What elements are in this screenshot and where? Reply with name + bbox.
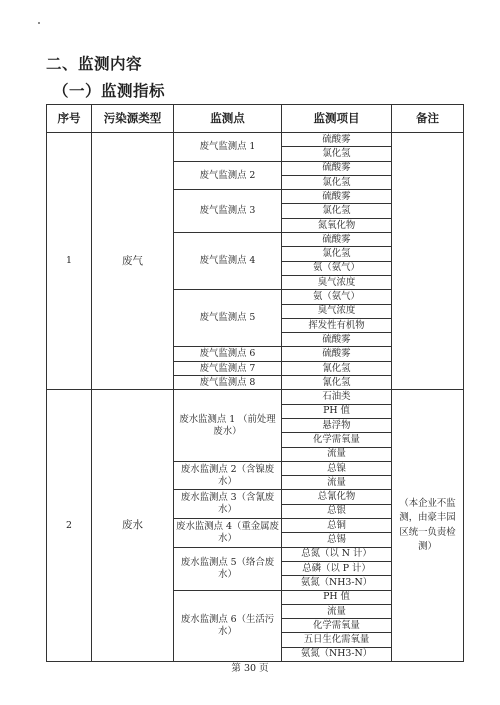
subsection-title: （一）监测指标 [53,82,166,100]
monitoring-point-cell: 废气监测点 7 [174,361,282,375]
monitoring-item-cell: 硫酸雾 [282,347,392,361]
row-number: 2 [47,390,92,662]
row-number: 1 [47,133,92,390]
monitoring-point-cell: 废气监测点 1 [174,133,282,162]
section-title: 二、监测内容 [46,55,143,73]
monitoring-item-cell: 氯化氢 [282,147,392,161]
monitoring-point-cell: 废气监测点 4 [174,233,282,290]
header-remark: 备注 [392,105,464,133]
monitoring-item-cell: 石油类 [282,390,392,404]
monitoring-item-cell: 总锡 [282,533,392,547]
monitoring-item-cell: 流量 [282,447,392,461]
source-type-cell: 废气 [92,133,174,390]
monitoring-item-cell: 五日生化需氧量 [282,633,392,647]
monitoring-item-cell: PH 值 [282,590,392,604]
monitoring-item-cell: 氯化氢 [282,204,392,218]
monitoring-item-cell: 硫酸雾 [282,233,392,247]
monitoring-item-cell: 硫酸雾 [282,190,392,204]
monitoring-item-cell: 氨氮（NH3-N） [282,576,392,590]
monitoring-point-cell: 废气监测点 5 [174,290,282,347]
monitoring-item-cell: 氯化氢 [282,247,392,261]
table-body [47,133,464,662]
monitoring-item-cell: 挥发性有机物 [282,318,392,332]
monitoring-item-cell: 总镍 [282,461,392,475]
monitoring-point-cell: 废水监测点 6（生活污水） [174,590,282,661]
monitoring-item-cell: 总磷（以 P 计） [282,561,392,575]
remark-cell [392,133,464,390]
source-type-cell: 废水 [92,390,174,662]
monitoring-item-cell: 总银 [282,504,392,518]
table-header-row [47,105,464,133]
monitoring-point-cell: 废气监测点 2 [174,161,282,190]
monitoring-point-cell: 废水监测点 1 （前处理废水） [174,390,282,461]
header-monitoring-item: 监测项目 [282,105,392,133]
monitoring-item-cell: 硫酸雾 [282,333,392,347]
monitoring-point-cell: 废水监测点 5（络合废水） [174,547,282,590]
monitoring-item-cell: 流量 [282,476,392,490]
monitoring-item-cell: 化学需氧量 [282,619,392,633]
monitoring-item-cell: 臭气浓度 [282,304,392,318]
monitoring-item-cell: 硫酸雾 [282,133,392,147]
scan-speck [38,22,40,24]
monitoring-item-cell: 氯化氢 [282,175,392,189]
table-row [47,390,464,404]
monitoring-item-cell: 硫酸雾 [282,161,392,175]
header-monitoring-point: 监测点 [174,105,282,133]
monitoring-item-cell: 化学需氧量 [282,433,392,447]
monitoring-point-cell: 废水监测点 2（含镍废水） [174,461,282,490]
monitoring-point-cell: 废水监测点 4（重金属废水） [174,519,282,548]
monitoring-table [46,104,464,662]
monitoring-point-cell: 废气监测点 3 [174,190,282,233]
monitoring-item-cell: 臭气浓度 [282,275,392,289]
monitoring-item-cell: 悬浮物 [282,418,392,432]
remark-cell: （本企业不监测，由豪丰园区统一负责检测） [392,390,464,662]
monitoring-item-cell: 总铜 [282,519,392,533]
monitoring-point-cell: 废气监测点 8 [174,376,282,390]
monitoring-item-cell: 氨（氨气） [282,261,392,275]
monitoring-item-cell: 总氮（以 N 计） [282,547,392,561]
monitoring-item-cell: 氨（氨气） [282,290,392,304]
monitoring-item-cell: 总氰化物 [282,490,392,504]
monitoring-item-cell: PH 值 [282,404,392,418]
monitoring-item-cell: 氰化氢 [282,361,392,375]
monitoring-item-cell: 氮氧化物 [282,218,392,232]
monitoring-point-cell: 废水监测点 3（含氰废水） [174,490,282,519]
monitoring-item-cell: 氰化氢 [282,376,392,390]
monitoring-item-cell: 氨氮（NH3-N） [282,647,392,661]
monitoring-item-cell: 流量 [282,604,392,618]
page-number: 第 30 页 [231,663,269,674]
header-source-type: 污染源类型 [92,105,174,133]
monitoring-point-cell: 废气监测点 6 [174,347,282,361]
header-no: 序号 [47,105,92,133]
table-row [47,133,464,147]
